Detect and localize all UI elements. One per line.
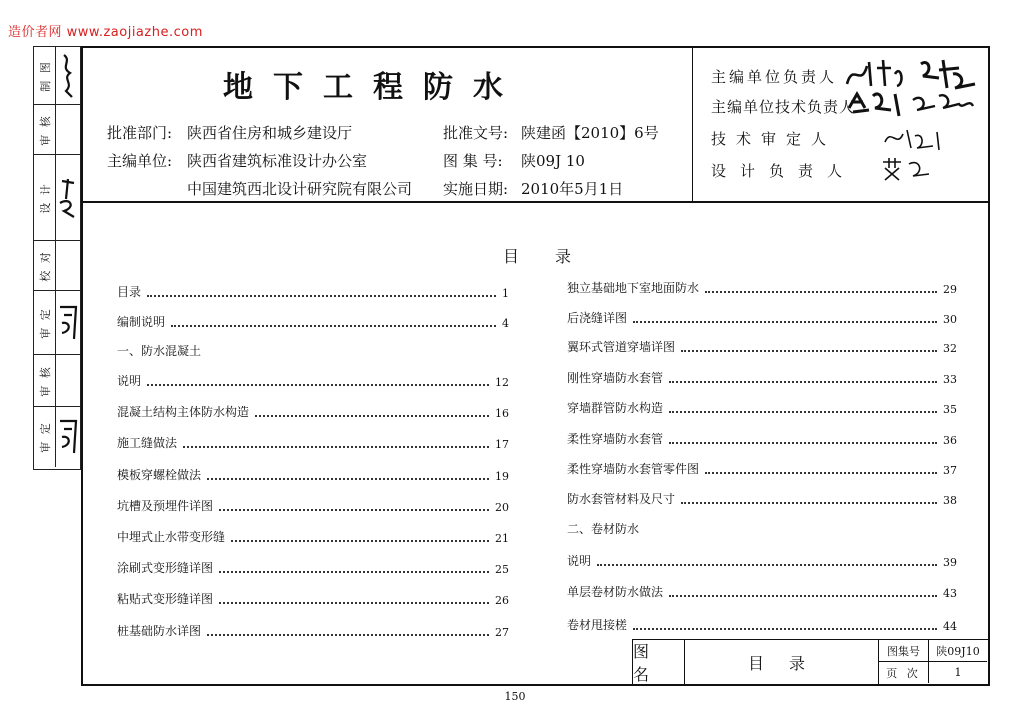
approval-no-label: 批准文号: [443,124,509,142]
toc-entry[interactable]: 混凝土结构主体防水构造 16 [117,405,509,420]
toc-entry[interactable]: 独立基础地下室地面防水 29 [567,281,957,296]
role-tech-review: 技术审定人 [711,130,837,148]
title-block [632,639,988,684]
toc-entry[interactable]: 中埋式止水带变形缝 21 [117,530,509,545]
toc-entry[interactable]: 粘贴式变形缝详图 26 [117,592,509,607]
toc-entry[interactable]: 编制说明 4 [117,315,509,330]
editor-unit: 陕西省建筑标准设计办公室 [187,152,368,170]
toc-entry[interactable]: 坑槽及预埋件详图 20 [117,499,509,514]
strip-label: 校 对 [38,249,52,282]
header [83,48,988,203]
impl-date-label: 实施日期: [443,180,509,198]
toc-entry[interactable]: 说明 39 [567,554,957,569]
strip-row [34,105,80,155]
drawing-frame [81,46,990,686]
toc-entry[interactable]: 涂刷式变形缝详图 25 [117,561,509,576]
title-block-page-label: 页 次 [879,662,929,683]
strip-row [34,155,80,241]
strip-label: 审 核 [38,364,52,397]
strip-label: 审 核 [38,113,52,146]
strip-row [34,407,80,467]
title-block-name: 目 录 [685,640,879,684]
role-tech-chief: 主编单位技术负责人 [711,98,856,116]
impl-date: 2010年5月1日 [521,180,624,198]
approval-dept-label: 批准部门: [107,124,173,142]
strip-label: 设 计 [38,181,52,214]
role-chief-unit: 主编单位负责人 [711,68,838,86]
toc-entry[interactable]: 桩基础防水详图 27 [117,624,509,639]
signature-mark [843,84,983,124]
title-block-name-label: 图 名 [633,640,685,684]
toc-entry[interactable]: 翼环式管道穿墙详图 32 [567,340,957,355]
signature-strip [33,46,81,470]
toc-title: 目录 [503,247,608,266]
signature-mark [56,407,80,467]
approval-dept: 陕西省住房和城乡建设厅 [187,124,353,142]
signature-mark [56,291,80,354]
signature-mark [56,155,80,240]
approval-no: 陕建函【2010】6号 [521,124,659,142]
toc-entry[interactable]: 后浇缝详图 30 [567,311,957,326]
editor-unit-label: 主编单位: [107,152,173,170]
toc-entry[interactable]: 柔性穿墙防水套管 36 [567,432,957,447]
toc-entry[interactable]: 防水套管材料及尺寸 38 [567,492,957,507]
page-number: 150 [504,690,526,703]
toc-entry[interactable]: 单层卷材防水做法 43 [567,585,957,600]
toc-entry[interactable]: 柔性穿墙防水套管零件图 37 [567,462,957,477]
atlas-no: 陕09J 10 [521,152,585,170]
toc-entry[interactable]: 卷材甩接槎 44 [567,618,957,633]
toc-entry[interactable]: 施工缝做法 17 [117,436,509,451]
atlas-no-label: 图 集 号: [443,152,503,170]
strip-label: 审 定 [38,306,52,339]
title-block-page-value: 1 [954,666,962,679]
toc-entry[interactable]: 模板穿螺栓做法 19 [117,468,509,483]
watermark: 造价者网 www.zaojiazhe.com [8,25,203,40]
signature-mark [56,47,80,104]
strip-row [34,241,80,291]
strip-label: 制 图 [38,59,52,92]
toc-section: 一、防水混凝土 [117,344,202,358]
toc-section: 二、卷材防水 [567,522,640,536]
toc-entry[interactable]: 说明 12 [117,374,509,389]
toc-entry[interactable]: 刚性穿墙防水套管 33 [567,371,957,386]
toc-entry[interactable]: 目录 1 [117,285,509,300]
strip-row [34,291,80,355]
responsibility-block [692,48,988,201]
editor-unit-2: 中国建筑西北设计研究院有限公司 [187,180,413,198]
strip-row [34,355,80,407]
title-block-atlas-label: 图集号 [879,640,929,662]
page-title: 地下工程防水 [223,70,523,105]
signature-mark [879,154,939,184]
toc-entry[interactable]: 穿墙群管防水构造 35 [567,401,957,416]
role-design-lead: 设计负责人 [711,162,857,180]
strip-label: 审 定 [38,421,52,453]
strip-row [34,47,80,105]
signature-mark [881,122,951,154]
title-block-atlas-value: 陕09J10 [929,640,987,662]
